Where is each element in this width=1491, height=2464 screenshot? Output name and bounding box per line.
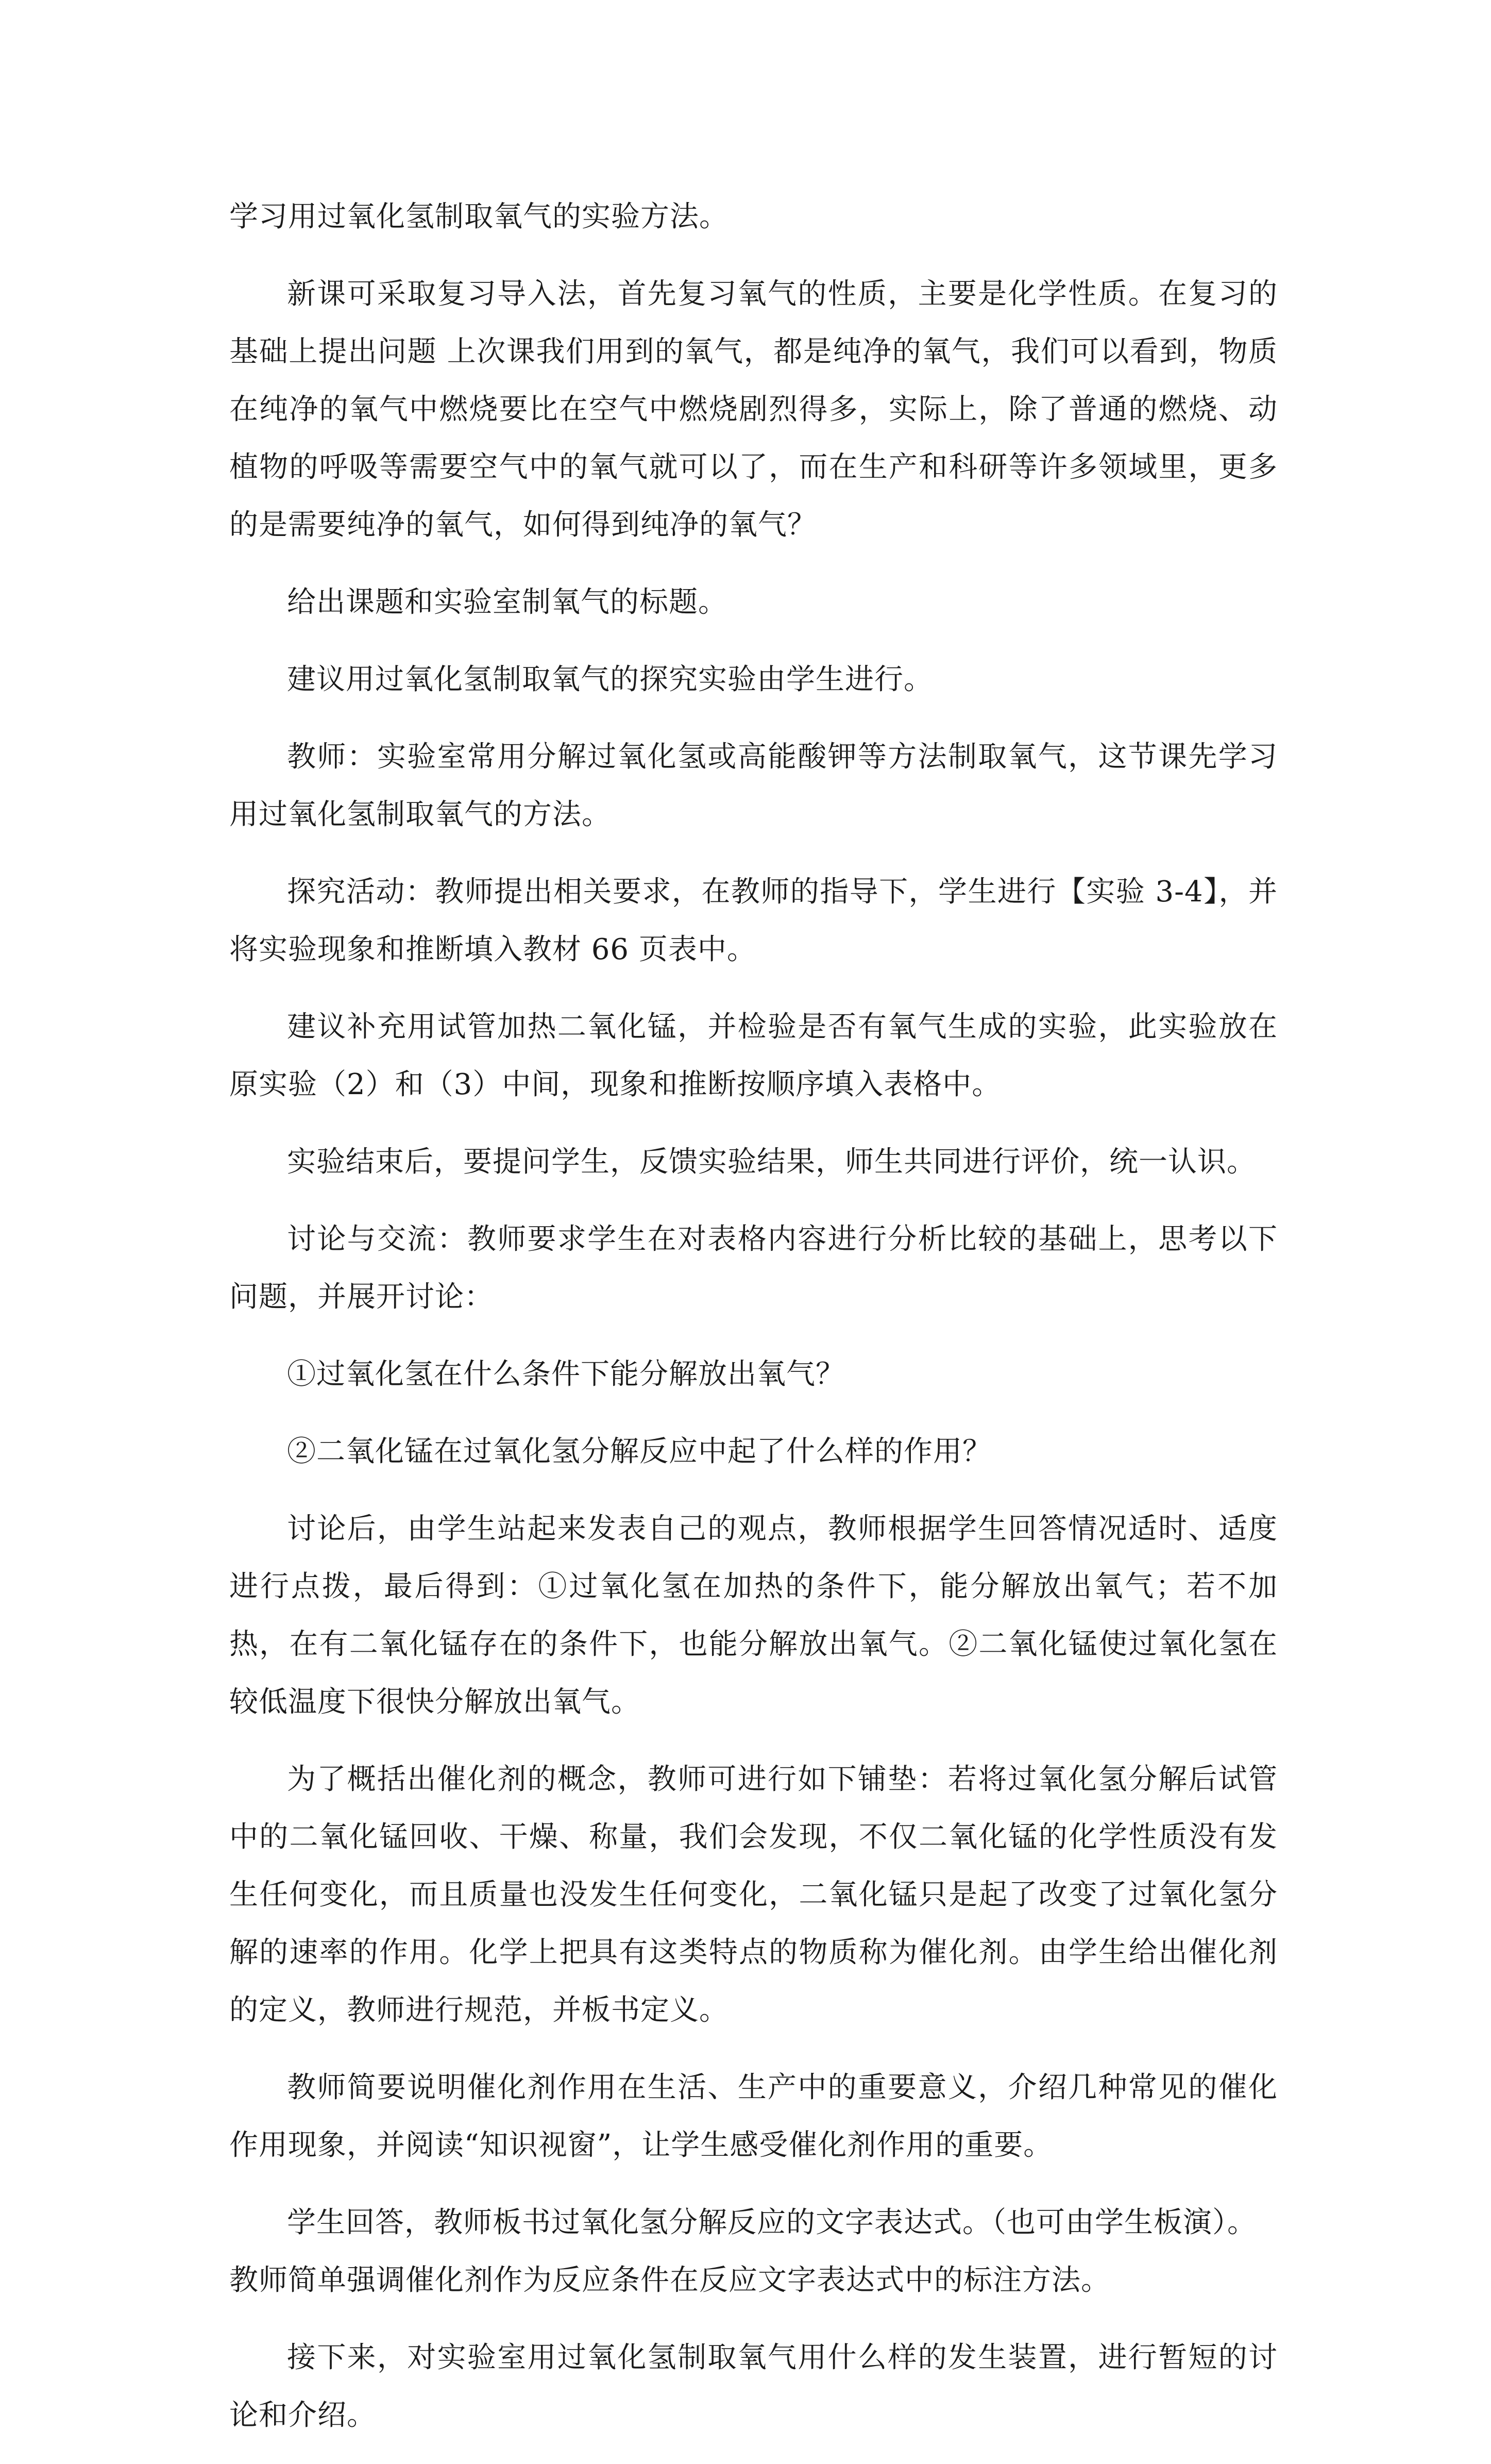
paragraph-11: ②二氧化锰在过氧化氢分解反应中起了什么样的作用？: [287, 1435, 992, 1468]
paragraph-1: 学习用过氧化氢制取氧气的实验方法。: [229, 200, 728, 233]
paragraph-14: 教师简要说明催化剂作用在生活、生产中的重要意义，介绍几种常见的催化作用现象，并阅读“知识视窗”，让学生感受催化剂作用的重要。: [229, 2071, 1278, 2162]
paragraph-16: 教师简单强调催化剂作为反应条件在反应文字表达式中的标注方法。: [229, 2264, 1110, 2297]
paragraph-2: 新课可采取复习导入法，首先复习氧气的性质，主要是化学性质。在复习的基础上提出问题 上次课我们用到的氧气，都是纯净的氧气，我们可以看到，物质在纯净的氧气中燃烧要比在空气中燃烧剧烈得多，实际上，除了普通的燃烧、动植物的呼吸等需要空气中的氧气就可以了，而在生产和科研等许多领域里，更多的是需要纯净的氧气，如何得到纯净的氧气？: [229, 277, 1278, 542]
paragraph-9: 讨论与交流：教师要求学生在对表格内容进行分析比较的基础上，思考以下问题，并展开讨论：: [229, 1222, 1278, 1314]
paragraph-8: 实验结束后，要提问学生，反馈实验结果，师生共同进行评价，统一认识。: [287, 1145, 1256, 1179]
paragraph-3: 给出课题和实验室制氧气的标题。: [287, 585, 727, 619]
document-body: [229, 188, 1278, 2464]
paragraph-7: 建议补充用试管加热二氧化锰，并检验是否有氧气生成的实验，此实验放在原实验（2）和（3）中间，现象和推断按顺序填入表格中。: [229, 1010, 1278, 1101]
paragraph-13: 为了概括出催化剂的概念，教师可进行如下铺垫：若将过氧化氢分解后试管中的二氧化锰回收、干燥、称量，我们会发现，不仅二氧化锰的化学性质没有发生任何变化，而且质量也没发生任何变化，二氧化锰只是起了改变了过氧化氢分解的速率的作用。化学上把具有这类特点的物质称为催化剂。由学生给出催化剂的定义，教师进行规范，并板书定义。: [229, 1763, 1278, 2027]
paragraph-4: 建议用过氧化氢制取氧气的探究实验由学生进行。: [287, 663, 933, 696]
paragraph-15: 学生回答，教师板书过氧化氢分解反应的文字表达式。（也可由学生板演）。: [287, 2206, 1257, 2239]
paragraph-17: 接下来，对实验室用过氧化氢制取氧气用什么样的发生装置，进行暂短的讨论和介绍。: [229, 2341, 1278, 2432]
paragraph-10: ①过氧化氢在什么条件下能分解放出氧气？: [287, 1357, 845, 1391]
paragraph-12: 讨论后，由学生站起来发表自己的观点，教师根据学生回答情况适时、适度进行点拨，最后得到：①过氧化氢在加热的条件下，能分解放出氧气；若不加热，在有二氧化锰存在的条件下，也能分解放出氧气。②二氧化锰使过氧化氢在较低温度下很快分解放出氧气。: [229, 1512, 1278, 1719]
paragraph-6: 探究活动：教师提出相关要求，在教师的指导下，学生进行【实验 3-4】，并将实验现象和推断填入教材 66 页表中。: [229, 875, 1278, 966]
paragraph-5: 教师：实验室常用分解过氧化氢或高能酸钾等方法制取氧气，这节课先学习用过氧化氢制取氧气的方法。: [229, 740, 1278, 831]
